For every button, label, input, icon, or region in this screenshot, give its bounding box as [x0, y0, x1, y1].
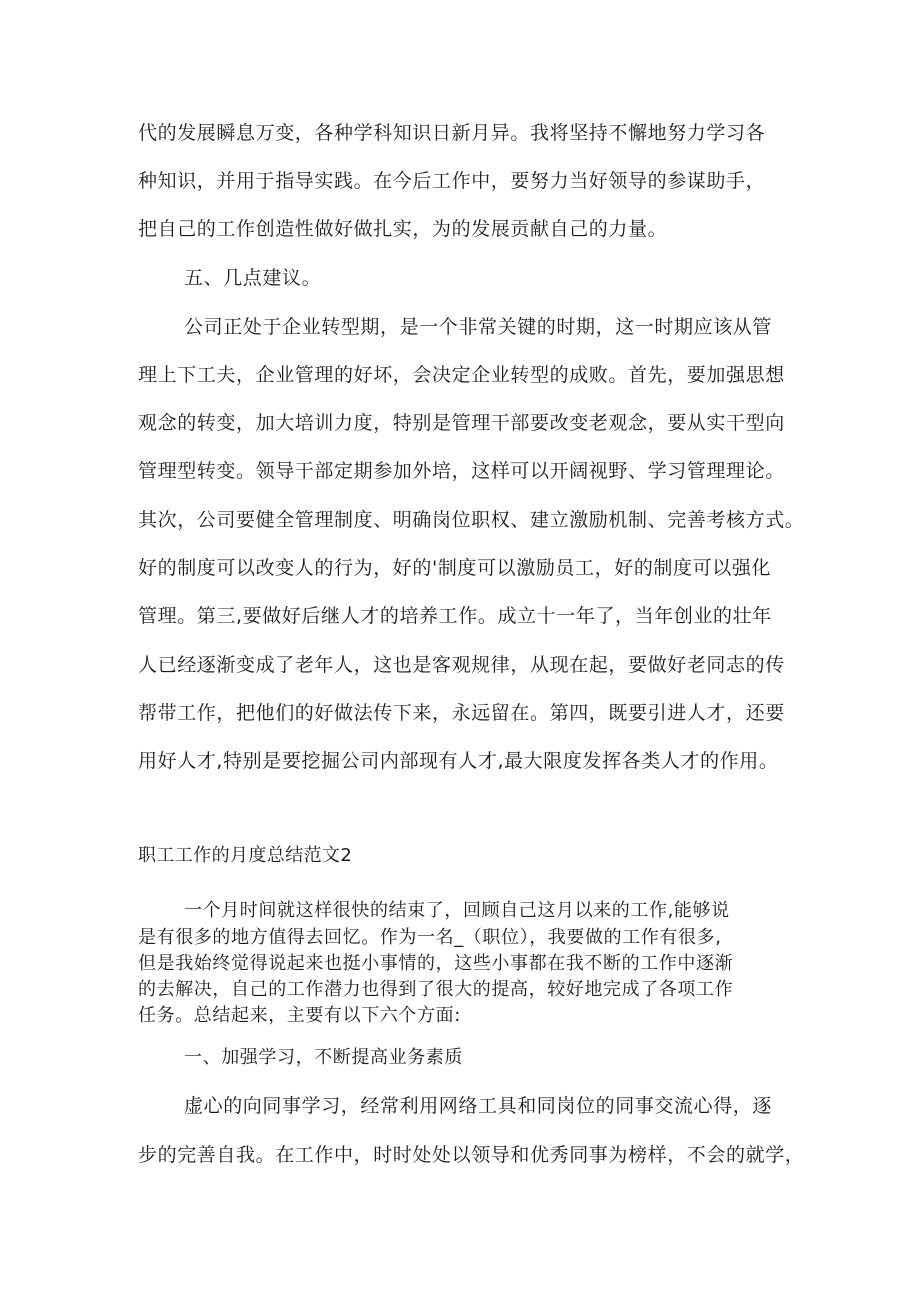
text-line: 管理。第三,要做好后继人才的培养工作。成立十一年了，当年创业的壮年 — [138, 605, 772, 627]
text-line: 是有很多的地方值得去回忆。作为一名_（职位），我要做的工作有很多, — [138, 927, 722, 948]
text-line: 人已经逐渐变成了老年人，这也是客观规律，从现在起，要做好老同志的传 — [138, 654, 785, 676]
text-line: 代的发展瞬息万变，各种学科知识日新月异。我将坚持不懈地努力学习各 — [138, 122, 766, 144]
text-line: 虚心的向同事学习，经常利用网络工具和同岗位的同事交流心得，逐 — [184, 1095, 773, 1117]
section-heading: 五、几点建议。 — [184, 267, 322, 289]
text-line: 用好人才,特别是要挖掘公司内部现有人才,最大限度发挥各类人才的作用。 — [138, 750, 779, 772]
section-heading: 一、加强学习，不断提高业务素质 — [184, 1047, 463, 1068]
text-line: 其次，公司要健全管理制度、明确岗位职权、建立激励机制、完善考核方式。 — [138, 509, 805, 531]
article-title: 职工工作的月度总结范文2 — [138, 845, 353, 866]
text-line: 步的完善自我。在工作中，时时处处以领导和优秀同事为榜样，不会的就学， — [138, 1144, 805, 1166]
text-line: 的去解决，自己的工作潜力也得到了很大的提高，较好地完成了各项工作 — [138, 979, 734, 1000]
text-line: 管理型转变。领导干部定期参加外培，这样可以开阔视野、学习管理理论。 — [138, 460, 785, 482]
text-line: 种知识，并用于指导实践。在今后工作中，要努力当好领导的参谋助手， — [138, 170, 766, 192]
text-line: 任务。总结起来，主要有以下六个方面: — [138, 1005, 461, 1026]
text-line: 理上下工夫，企业管理的好坏，会决定企业转型的成败。首先，要加强思想 — [138, 364, 785, 386]
text-line: 一个月时间就这样很快的结束了，回顾自己这月以来的工作,能够说 — [184, 900, 730, 921]
text-line: 把自己的工作创造性做好做扎实，为的发展贡献自己的力量。 — [138, 218, 668, 240]
text-line: 帮带工作，把他们的好做法传下来，永远留在。第四，既要引进人才，还要 — [138, 702, 785, 724]
text-line: 好的制度可以改变人的行为，好的'制度可以激励员工，好的制度可以强化 — [138, 557, 772, 579]
text-line: 但是我始终觉得说起来也挺小事情的，这些小事都在我不断的工作中逐渐 — [138, 953, 734, 974]
text-line: 公司正处于企业转型期，是一个非常关键的时期，这一时期应该从管 — [184, 316, 773, 338]
text-line: 观念的转变，加大培训力度，特别是管理干部要改变老观念，要从实干型向 — [138, 412, 785, 434]
